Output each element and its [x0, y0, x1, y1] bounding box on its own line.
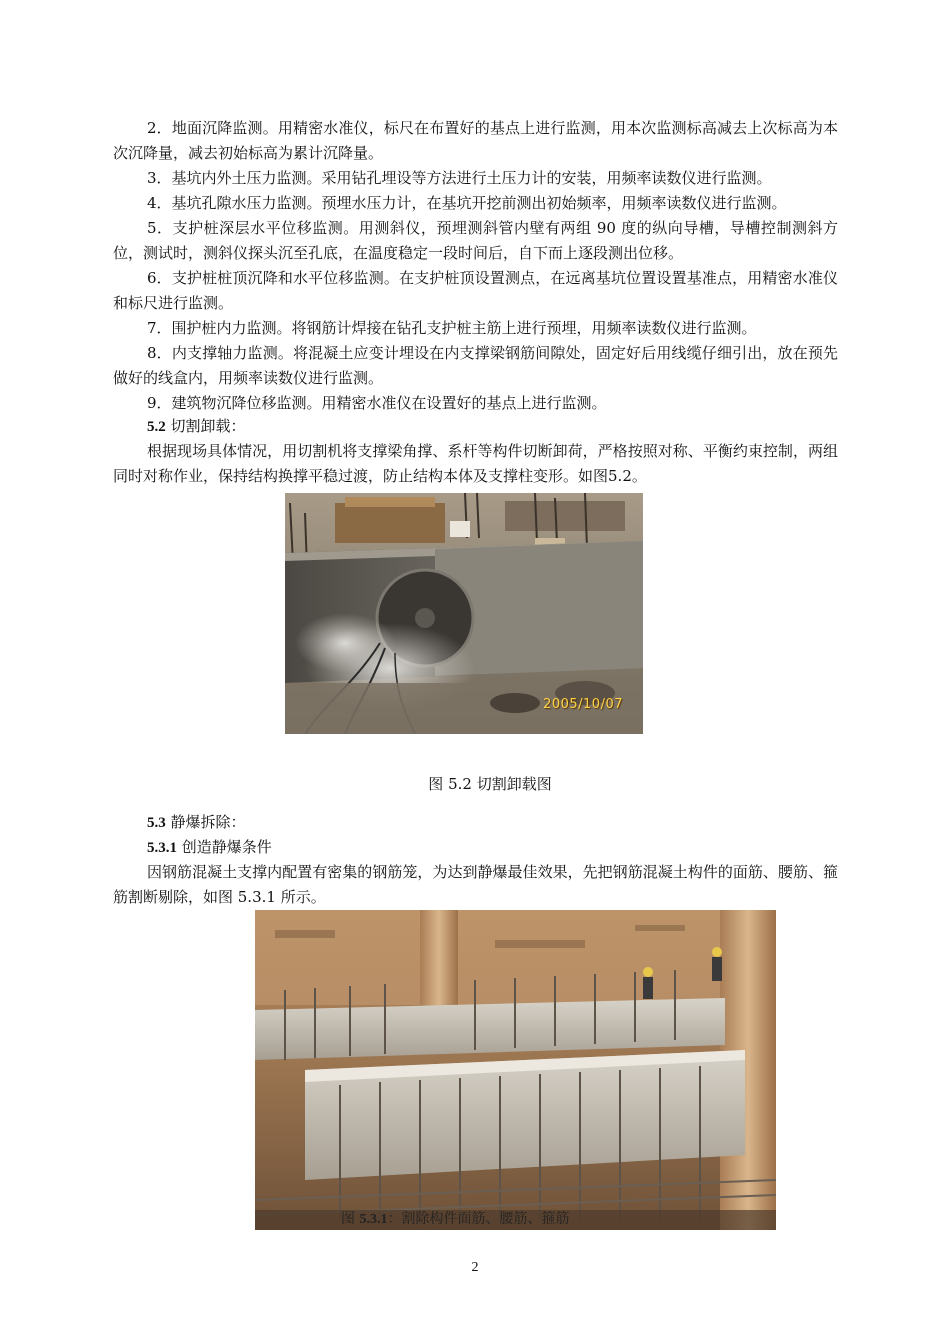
subsection-title: 创造静爆条件: [181, 838, 272, 856]
figure-caption-5-3-1: [341, 1208, 569, 1228]
paragraph-pile-top-settlement: 6．支护桩桩顶沉降和水平位移监测。在支护桩顶设置测点，在远离基坑位置设置基准点，用精密水准仪和标尺进行监测。: [113, 269, 838, 312]
paragraph-deep-horizontal-displacement: 5．支护桩深层水平位移监测。用测斜仪，预埋测斜管内壁有两组 90 度的纵向导槽，导槽控制测斜方位，测试时，测斜仪探头沉至孔底，在温度稳定一段时间后，自下而上逐段测出位移。: [113, 219, 838, 262]
caption-text: ：割除构件面筋、腰筋、箍筋: [387, 1211, 570, 1227]
paragraph-static-blasting: 因钢筋混凝土支撑内配置有密集的钢筋笼，为达到静爆最佳效果，先把钢筋混凝土构件的面筋、腰筋、箍筋割断剔除，如图 5.3.1 所示。: [113, 863, 838, 906]
section-heading-5-2: [147, 414, 246, 440]
section-heading-5-3: [147, 810, 246, 836]
section-title: 切割卸载：: [170, 417, 246, 435]
page-number: 2: [471, 1260, 479, 1275]
caption-prefix: 图: [341, 1211, 360, 1227]
paragraph-ground-settlement: 2．地面沉降监测。用精密水准仪，标尺在布置好的基点上进行监测，用本次监测标高减去上次标高为本次沉降量，减去初始标高为累计沉降量。: [113, 119, 838, 162]
photo-cutting-unloading: [285, 493, 643, 734]
section-title: 静爆拆除：: [170, 813, 246, 831]
paragraph-pile-internal-force: 7．围护桩内力监测。将钢筋计焊接在钻孔支护桩主筋上进行预埋，用频率读数仪进行监测。: [147, 319, 757, 337]
section-number: 5.2: [147, 419, 166, 435]
paragraph-axial-force: 8．内支撑轴力监测。将混凝土应变计埋设在内支撑梁钢筋间隙处，固定好后用线缆仔细引出，放在预先做好的线盒内，用频率读数仪进行监测。: [113, 344, 838, 387]
paragraph-earth-pressure: 3．基坑内外土压力监测。采用钻孔埋设等方法进行土压力计的安装，用频率读数仪进行监测。: [147, 169, 772, 187]
figure-caption-5-2: 图 5.2 切割卸载图: [428, 775, 552, 793]
paragraph-cutting-unloading: 根据现场具体情况，用切割机将支撑梁角撑、系杆等构件切断卸荷，严格按照对称、平衡约束控制，两组同时对称作业，保持结构换撑平稳过渡，防止结构本体及支撑柱变形。如图5.2。: [113, 442, 838, 485]
photo-rebar-removal: [255, 910, 776, 1230]
section-number: 5.3: [147, 815, 166, 831]
caption-number: 5.3.1: [359, 1212, 388, 1227]
paragraph-pore-water-pressure: 4．基坑孔隙水压力监测。预埋水压力计，在基坑开挖前测出初始频率，用频率读数仪进行监测。: [147, 194, 787, 212]
paragraph-building-settlement: 9．建筑物沉降位移监测。用精密水准仪在设置好的基点上进行监测。: [147, 394, 607, 412]
subsection-number: 5.3.1: [147, 840, 177, 856]
photo-date-stamp: 2005/10/07: [543, 697, 623, 712]
rebar-photo-illustration: [255, 910, 776, 1230]
subsection-heading-5-3-1: [147, 835, 272, 861]
